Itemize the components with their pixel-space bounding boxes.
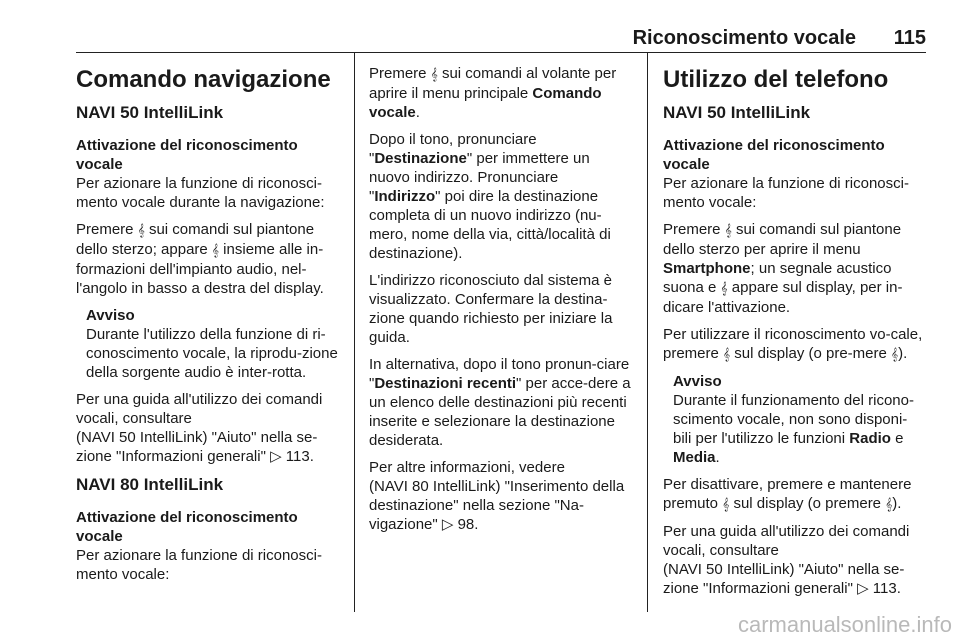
- column-divider-1: [354, 52, 355, 612]
- subheading-navi50: NAVI 50 IntelliLink: [76, 103, 224, 122]
- running-title: Riconoscimento vocale: [632, 27, 856, 49]
- paragraph: Per azionare la funzione di riconosci-mento vocale:: [663, 175, 909, 211]
- note-title: Avviso: [86, 307, 135, 324]
- column-2: [369, 64, 631, 542]
- paragraph: Per utilizzare il riconoscimento vo-cale, premere 𝄞 sul display (o pre-mere 𝄞).: [663, 326, 923, 362]
- voice-control-icon: 𝄞: [724, 223, 732, 237]
- paragraph: Per altre informazioni, vedere (NAVI 80 IntelliLink) "Inserimento della destinazione" nella sezione "Na-vigazione" ▷ 98.: [369, 459, 625, 533]
- section-title-phone: Utilizzo del telefono: [663, 66, 889, 93]
- column-1: [76, 64, 344, 592]
- paragraph: Per azionare la funzione di riconosci-mento vocale:: [76, 547, 322, 583]
- page-ref-arrow-icon: ▷: [441, 516, 454, 533]
- voice-control-icon: 𝄞: [137, 223, 145, 237]
- page-ref-arrow-icon: ▷: [270, 448, 282, 465]
- voice-control-icon: 𝄞: [891, 347, 899, 361]
- section-title-navigation: Comando navigazione: [76, 66, 331, 93]
- note-box: [663, 372, 925, 467]
- voice-control-icon: 𝄞: [430, 67, 438, 81]
- note-title: Avviso: [673, 373, 722, 390]
- header-rule: [76, 52, 926, 53]
- voice-control-icon: 𝄞: [723, 347, 731, 361]
- voice-control-icon: 𝄞: [720, 281, 728, 295]
- watermark: carmanualsonline.info: [737, 612, 952, 637]
- page-header: [76, 27, 926, 51]
- page-ref-arrow-icon: ▷: [857, 580, 869, 597]
- paragraph: Dopo il tono, pronunciare "Destinazione" per immettere un nuovo indirizzo. Pronunciare "Indirizzo" poi dire la destinazione completa di un nuovo indirizzo (nu-mero, nome della via, città/località di destinazione).: [369, 131, 611, 262]
- page-number: 115: [893, 27, 926, 49]
- note-box: [76, 306, 344, 382]
- subheading-activation: Attivazione del riconoscimento vocale: [76, 137, 298, 173]
- subheading-activation: Attivazione del riconoscimento vocale: [76, 509, 298, 545]
- voice-control-icon: 𝄞: [211, 243, 220, 257]
- paragraph: Premere 𝄞 sui comandi al volante per aprire il menu principale Comando vocale.: [369, 65, 617, 121]
- paragraph: Per disattivare, premere e mantenere premuto 𝄞 sul display (o premere 𝄞).: [663, 476, 912, 512]
- paragraph: Per una guida all'utilizzo dei comandi vocali, consultare (NAVI 50 IntelliLink) "Aiuto" nella se-zione "Informazioni generali" ▷ 113.: [663, 523, 910, 597]
- paragraph: Per azionare la funzione di riconosci-mento vocale durante la navigazione:: [76, 175, 325, 211]
- paragraph: Premere 𝄞 sui comandi sul piantone dello sterzo; appare 𝄞 insieme alle in-formazioni dell'impianto audio, nel-l'angolo in basso a destra del display.: [76, 221, 324, 297]
- paragraph: L'indirizzo riconosciuto dal sistema è visualizzato. Confermare la destina-zione quando richiesto per iniziare la guida.: [369, 272, 613, 346]
- voice-control-icon: 𝄞: [885, 497, 893, 511]
- column-3: [663, 64, 925, 606]
- subheading-activation: Attivazione del riconoscimento vocale: [663, 137, 885, 173]
- voice-control-icon: 𝄞: [722, 497, 730, 511]
- paragraph: In alternativa, dopo il tono pronun-ciare "Destinazioni recenti" per acce-dere a un elenco delle destinazioni più recenti inserite e selezionare la destinazione desiderata.: [369, 356, 631, 449]
- subheading-navi80: NAVI 80 IntelliLink: [76, 475, 224, 494]
- column-divider-2: [647, 52, 648, 612]
- subheading-navi50: NAVI 50 IntelliLink: [663, 103, 811, 122]
- note-text: Durante l'utilizzo della funzione di ri-conoscimento vocale, la riprodu-zione della sorgente audio è inter-rotta.: [86, 326, 338, 381]
- paragraph: Per una guida all'utilizzo dei comandi vocali, consultare (NAVI 50 IntelliLink) "Aiuto" nella se-zione "Informazioni generali" ▷ 113.: [76, 391, 323, 465]
- paragraph: Premere 𝄞 sui comandi sul piantone dello sterzo per aprire il menu Smartphone; un segnale acustico suona e 𝄞 appare sul display, per in-dicare l'attivazione.: [663, 221, 903, 316]
- note-text: Durante il funzionamento del ricono-scimento vocale, non sono disponi-bili per l'utilizzo le funzioni Radio e Media.: [673, 392, 914, 466]
